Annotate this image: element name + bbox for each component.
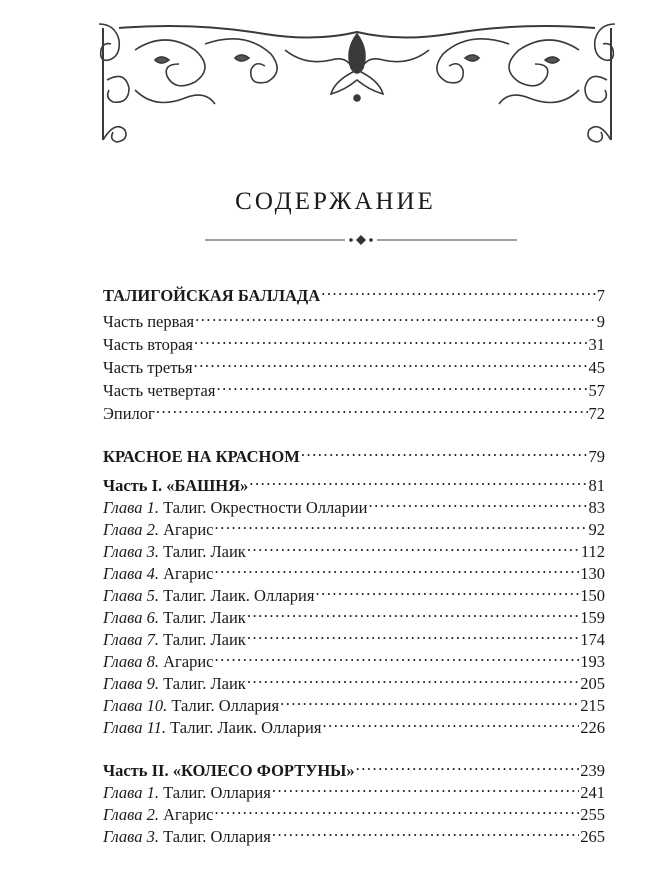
toc-chapter-title: Талиг. Лаик. Оллария [158, 586, 315, 605]
toc-entry-title: Часть четвертая [103, 381, 216, 400]
toc-chapter-number: Глава 3. [103, 542, 159, 561]
toc-chapter-title: Талиг. Лаик [158, 674, 246, 693]
title-divider [205, 234, 517, 246]
dot-leader [215, 798, 580, 820]
toc-chapter-title: Агарис [158, 652, 214, 671]
toc-entry [103, 513, 605, 539]
toc-chapter-title: Талиг. Лаик [158, 542, 246, 561]
toc-chapter-number: Глава 9. [103, 674, 159, 693]
toc-entry [103, 820, 605, 846]
toc-chapter-number: Глава 3. [103, 827, 159, 846]
toc-page-number: 174 [580, 630, 605, 649]
dot-leader [322, 711, 579, 733]
dot-leader [247, 667, 579, 689]
toc-entry [103, 689, 605, 715]
toc-page-number: 9 [596, 312, 605, 331]
toc-page-number: 241 [580, 783, 605, 802]
dot-leader [321, 279, 596, 301]
toc-entry [103, 623, 605, 649]
toc-entry [103, 469, 605, 495]
toc-entry [103, 754, 605, 780]
toc-page-number: 79 [588, 447, 605, 466]
toc-entry [103, 667, 605, 693]
dot-leader [215, 513, 588, 535]
toc-entry [103, 711, 605, 737]
toc-entry [103, 579, 605, 605]
toc-page-number: 57 [588, 381, 605, 400]
dot-leader [301, 440, 588, 462]
dot-leader [156, 397, 588, 419]
toc-entry-title: Часть третья [103, 358, 193, 377]
toc-entry [103, 776, 605, 802]
toc-chapter-number: Глава 11. [103, 718, 166, 737]
toc-chapter-title: Талиг. Лаик. Оллария [165, 718, 322, 737]
toc-chapter-title: Талиг. Лаик [158, 608, 246, 627]
dot-leader [272, 776, 579, 798]
toc-page-number: 7 [596, 286, 605, 305]
dot-leader [216, 374, 587, 396]
toc-chapter-number: Глава 10. [103, 696, 168, 715]
dot-leader [356, 754, 580, 776]
toc-page-number: 205 [580, 674, 605, 693]
toc-entry [103, 491, 605, 517]
toc-entry [103, 279, 605, 305]
toc-chapter-title: Талиг. Лаик [158, 630, 246, 649]
toc-chapter-title: Талиг. Окрестности Олларии [158, 498, 368, 517]
toc-page-number: 150 [580, 586, 605, 605]
toc-chapter-number: Глава 8. [103, 652, 159, 671]
toc-entry-title: Часть первая [103, 312, 195, 331]
toc-page-number: 159 [580, 608, 605, 627]
toc-entry [103, 351, 605, 377]
dot-leader [272, 820, 579, 842]
toc-entry [103, 305, 605, 331]
toc-entry-title: Часть вторая [103, 335, 194, 354]
toc-entry [103, 601, 605, 627]
toc-page-number: 81 [588, 476, 605, 495]
dot-leader [194, 351, 588, 373]
toc-page-number: 92 [588, 520, 605, 539]
toc-chapter-title: Агарис [158, 520, 214, 539]
toc-chapter-number: Глава 7. [103, 630, 159, 649]
dot-leader [280, 689, 579, 711]
toc-entry [103, 798, 605, 824]
dot-leader [315, 579, 579, 601]
toc-page-number: 45 [588, 358, 605, 377]
toc-entry-title: КРАСНОЕ НА КРАСНОМ [103, 447, 300, 466]
toc-chapter-title: Талиг. Оллария [158, 827, 271, 846]
toc-entry-title: Часть II. «КОЛЕСО ФОРТУНЫ» [103, 761, 355, 780]
toc-entry [103, 440, 605, 466]
toc-page-number: 215 [580, 696, 605, 715]
toc-page-number: 112 [580, 542, 605, 561]
toc-chapter-number: Глава 6. [103, 608, 159, 627]
toc-chapter-title: Агарис [158, 805, 214, 824]
toc-page-number: 265 [580, 827, 605, 846]
toc-chapter-number: Глава 1. [103, 783, 159, 802]
page-title: СОДЕРЖАНИЕ [235, 188, 436, 215]
dot-leader [215, 645, 580, 667]
toc-chapter-title: Талиг. Оллария [158, 783, 271, 802]
toc-entry [103, 397, 605, 423]
toc-entry-title: Часть I. «БАШНЯ» [103, 476, 249, 495]
toc-chapter-title: Талиг. Оллария [167, 696, 280, 715]
toc-page-number: 130 [580, 564, 605, 583]
toc-chapter-number: Глава 1. [103, 498, 159, 517]
toc-chapter-number: Глава 4. [103, 564, 159, 583]
toc-entry [103, 535, 605, 561]
dot-leader [194, 328, 587, 350]
toc-chapter-number: Глава 2. [103, 805, 159, 824]
toc-page-number: 193 [580, 652, 605, 671]
dot-leader [247, 601, 579, 623]
toc-entry [103, 557, 605, 583]
toc-chapter-title: Агарис [158, 564, 214, 583]
dot-leader [369, 491, 588, 513]
toc-entry-title [103, 826, 271, 848]
toc-chapter-number: Глава 5. [103, 586, 159, 605]
toc-chapter-number: Глава 2. [103, 520, 159, 539]
toc-page-number: 31 [588, 335, 605, 354]
dot-leader [247, 623, 579, 645]
toc-entry-title: ТАЛИГОЙСКАЯ БАЛЛАДА [103, 286, 321, 305]
toc-entry [103, 328, 605, 354]
ornament-header [95, 20, 619, 148]
toc-entry [103, 374, 605, 400]
toc-entry [103, 645, 605, 671]
dot-leader [249, 469, 587, 491]
toc-page-number: 239 [580, 761, 605, 780]
toc-entry-title: Эпилог [103, 404, 155, 423]
toc-entry-title [103, 717, 321, 739]
dot-leader [215, 557, 580, 579]
toc-page-number: 83 [588, 498, 605, 517]
dot-leader [195, 305, 596, 327]
toc-page-number: 72 [588, 404, 605, 423]
dot-leader [247, 535, 580, 557]
toc-page-number: 226 [580, 718, 605, 737]
toc-page-number: 255 [580, 805, 605, 824]
